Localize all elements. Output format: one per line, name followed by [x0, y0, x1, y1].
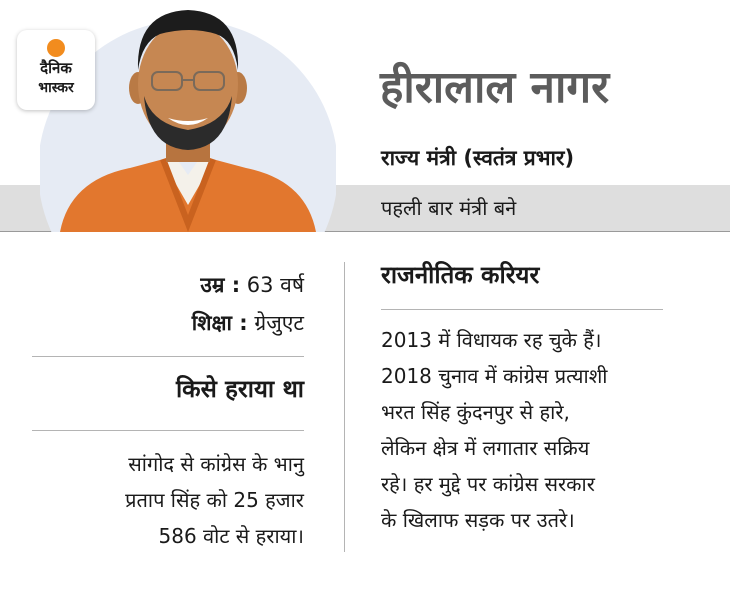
career-heading: राजनीतिक करियर	[381, 261, 540, 289]
divider	[32, 430, 304, 431]
person-name: हीरालाल नागर	[380, 62, 610, 113]
column-divider	[344, 262, 345, 552]
defeated-line: सांगोद से कांग्रेस के भानु	[128, 452, 304, 476]
education-value: ग्रेजुएट	[247, 311, 304, 335]
dainik-bhaskar-logo	[17, 30, 95, 110]
logo-line1: दैनिक	[40, 59, 72, 77]
career-line: 2013 में विधायक रह चुके हैं।	[381, 328, 602, 352]
divider	[32, 356, 304, 357]
defeated-heading: किसे हराया था	[175, 375, 304, 403]
defeated-line: प्रताप सिंह को 25 हजार	[125, 488, 304, 512]
logo-line2: भास्कर	[38, 80, 74, 96]
career-line: भरत सिंह कुंदनपुर से हारे,	[381, 400, 570, 424]
sun-icon	[47, 39, 65, 57]
age-value: 63 वर्ष	[240, 273, 304, 297]
education-label: शिक्षा :	[191, 311, 248, 335]
career-line: रहे। हर मुद्दे पर कांग्रेस सरकार	[381, 472, 595, 496]
career-text	[381, 322, 607, 538]
career-line: के खिलाफ सड़क पर उतरे।	[381, 508, 575, 532]
age-row	[200, 270, 304, 300]
minister-post: राज्य मंत्री (स्वतंत्र प्रभार)	[381, 146, 575, 170]
career-line: लेकिन क्षेत्र में लगातार सक्रिय	[381, 436, 590, 460]
divider	[381, 309, 663, 310]
defeated-line: 586 वोट से हराया।	[158, 524, 304, 548]
career-line: 2018 चुनाव में कांग्रेस प्रत्याशी	[381, 364, 608, 388]
first-time-minister: पहली बार मंत्री बने	[381, 196, 517, 220]
age-label: उम्र :	[200, 273, 241, 297]
defeated-text	[125, 446, 304, 554]
education-row	[192, 308, 304, 338]
